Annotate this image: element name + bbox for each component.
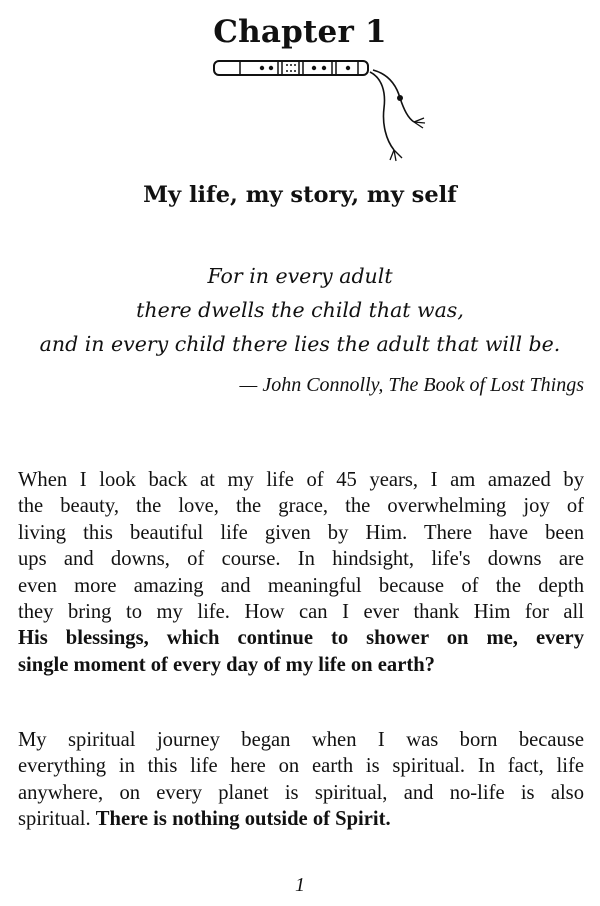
page-number: 1	[295, 874, 305, 896]
paragraph-line: everything in this life here on earth is spiritual. In fact, life	[18, 755, 584, 778]
epigraph-line: there dwells the child that was,	[136, 298, 464, 322]
paragraph-line-plain: spiritual.	[18, 808, 96, 831]
body-paragraph-1	[18, 467, 584, 678]
paragraph-last-line	[18, 806, 584, 832]
body-paragraph-2	[18, 727, 584, 833]
paragraph-bold-line: single moment of every day of my life on earth?	[18, 653, 435, 676]
epigraph-line: For in every adult	[207, 264, 393, 288]
flute-icon	[210, 58, 440, 163]
chapter-title: Chapter 1	[213, 14, 387, 50]
epigraph	[0, 259, 600, 361]
chapter-subtitle: My life, my story, my self	[143, 182, 457, 208]
paragraph-line: When I look back at my life of 45 years, I am amazed by	[18, 469, 584, 491]
paragraph-line: My spiritual journey began when I was born because	[18, 729, 584, 751]
paragraph-line: anywhere, on every planet is spiritual, and no-life is also	[18, 781, 584, 804]
epigraph-line: and in every child there lies the adult that will be.	[39, 332, 561, 356]
paragraph-line: even more amazing and meaningful because of the depth	[18, 574, 584, 597]
paragraph-bold-line: His blessings, which continue to shower on me, every	[18, 627, 584, 650]
paragraph-line: they bring to my life. How can I ever thank Him for all	[18, 601, 584, 624]
paragraph-line: living this beautiful life given by Him. There have been	[18, 521, 584, 544]
paragraph-line-bold: There is nothing outside of Spirit.	[95, 808, 391, 831]
paragraph-line: the beauty, the love, the grace, the overwhelming joy of	[18, 495, 584, 518]
paragraph-line: ups and downs, of course. In hindsight, life's downs are	[18, 548, 584, 571]
epigraph-attribution: — John Connolly, The Book of Lost Things	[239, 374, 584, 396]
